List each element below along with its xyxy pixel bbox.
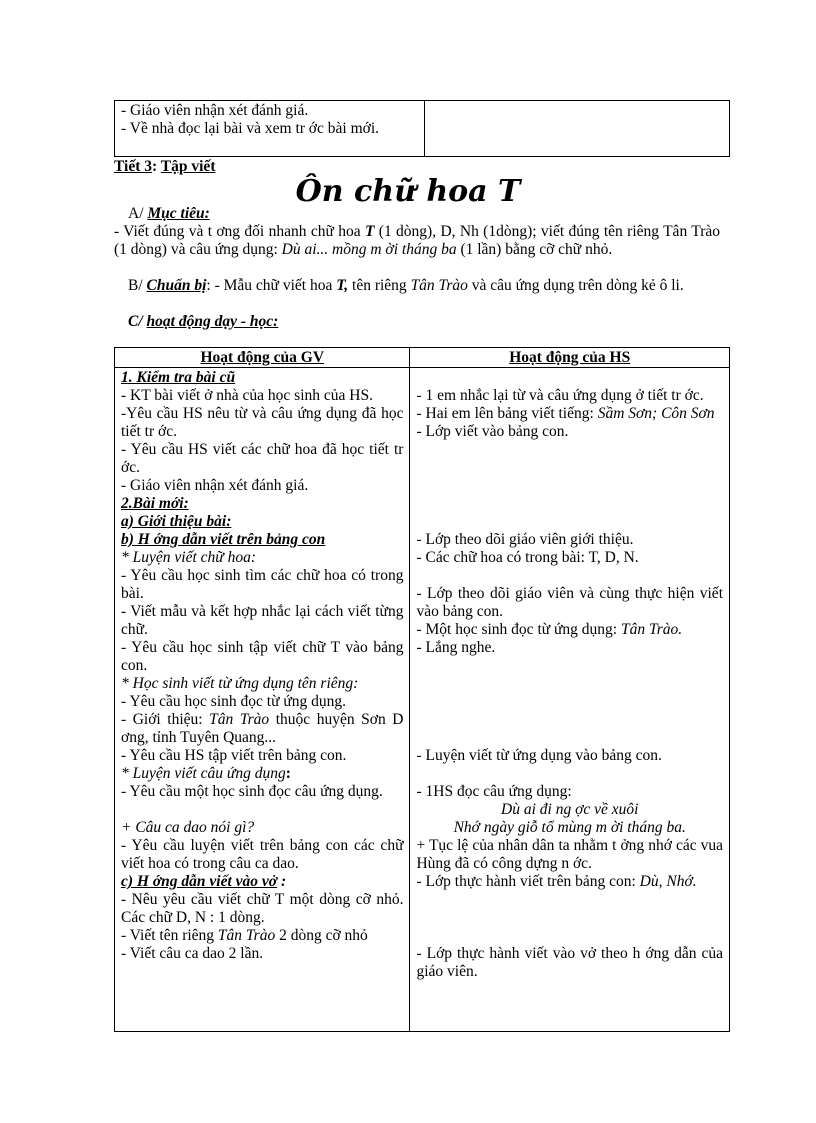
section-name: Tập viết bbox=[160, 158, 216, 175]
gv-line: - Nêu yêu cầu viết chữ T một dòng cỡ nhỏ. Các chữ D, N : 1 dòng. bbox=[121, 891, 404, 926]
hs-spacer bbox=[416, 369, 723, 387]
hs-line: - Lớp theo dõi giáo viên và cùng thực hiện viết vào bảng con. bbox=[416, 585, 723, 620]
hs-spacer bbox=[416, 711, 723, 729]
objectives-heading bbox=[128, 205, 210, 223]
top-table-right-cell bbox=[424, 101, 729, 157]
activities-table bbox=[114, 347, 730, 1032]
top-left-line-2: - Về nhà đọc lại bài và xem tr ớc bài mới. bbox=[121, 120, 379, 137]
prep-text-b: tên riêng bbox=[348, 277, 411, 294]
section-label: Tiết 3 bbox=[114, 158, 153, 175]
hs-spacer bbox=[416, 657, 723, 675]
hs-column bbox=[410, 368, 730, 1032]
activities-prefix: C/ bbox=[128, 313, 147, 330]
gv-line: - Yêu cầu học sinh tìm các chữ hoa có trong bài. bbox=[121, 567, 404, 602]
hs-line: - 1HS đọc câu ứng dụng: bbox=[416, 783, 572, 800]
gv-line: - Giới thiệu: Tân Trào thuộc huyện Sơn D ơng, tỉnh Tuyên Quang... bbox=[121, 711, 404, 746]
hs-spacer bbox=[416, 477, 723, 495]
gv-column bbox=[115, 368, 410, 1032]
top-left-line-1: - Giáo viên nhận xét đánh giá. bbox=[121, 102, 309, 119]
prep-paragraph bbox=[114, 277, 720, 295]
gv-section-2: 2.Bài mới: bbox=[121, 495, 189, 512]
gv-section-2b: b) H ớng dẫn viết trên bảng con bbox=[121, 531, 326, 548]
hs-verse-2: Nhớ ngày giỗ tổ mùng m ời tháng ba. bbox=[453, 819, 686, 836]
section-sep: : bbox=[152, 158, 161, 175]
hs-spacer bbox=[416, 567, 723, 585]
objectives-paragraph bbox=[114, 223, 720, 259]
top-table bbox=[114, 100, 730, 157]
gv-line: - Yêu cầu luyện viết trên bảng con các chữ viết hoa có trong câu ca dao. bbox=[121, 837, 404, 872]
hs-line: - Lớp thực hành viết trên bảng con: Dù, Nhớ. bbox=[416, 873, 697, 890]
objectives-label: Mục tiêu: bbox=[147, 205, 210, 222]
gv-subheading-1: * Luyện viết chữ hoa: bbox=[121, 549, 256, 566]
hs-line: - Hai em lên bảng viết tiếng: Sầm Sơn; Côn Sơn bbox=[416, 405, 715, 422]
hs-spacer bbox=[416, 909, 723, 927]
prep-name: Tân Trào bbox=[410, 277, 468, 294]
prep-letter-t: T, bbox=[336, 277, 349, 294]
hs-line: - Các chữ hoa có trong bài: T, D, N. bbox=[416, 549, 639, 566]
gv-subheading-2: * Học sinh viết từ ứng dụng tên riêng: bbox=[121, 675, 359, 692]
gv-section-1: 1. Kiểm tra bài cũ bbox=[121, 369, 236, 386]
gv-section-2c: c) H ớng dẫn viết vào vở : bbox=[121, 873, 287, 890]
gv-question: + Câu ca dao nói gì? bbox=[121, 819, 255, 836]
hs-line: - Lớp thực hành viết vào vở theo h ớng dẫn của giáo viên. bbox=[416, 945, 723, 980]
page-title: Ôn chữ hoa T bbox=[295, 174, 521, 209]
gv-line: - Yêu cầu HS viết các chữ hoa đã học tiết tr ớc. bbox=[121, 441, 404, 476]
hs-spacer bbox=[416, 693, 723, 711]
hs-spacer bbox=[416, 459, 723, 477]
gv-line: - Giáo viên nhận xét đánh giá. bbox=[121, 477, 309, 494]
gv-line: - Yêu cầu học sinh đọc từ ứng dụng. bbox=[121, 693, 346, 710]
hs-spacer bbox=[416, 729, 723, 747]
hs-line: - 1 em nhắc lại từ và câu ứng dụng ở tiết tr ớc. bbox=[416, 387, 704, 404]
hs-line: - Một học sinh đọc từ ứng dụng: Tân Trào. bbox=[416, 621, 683, 638]
gv-subheading-3: * Luyện viết câu ứng dụng: bbox=[121, 765, 291, 782]
hs-spacer bbox=[416, 513, 723, 531]
gv-line: - KT bài viết ở nhà của học sinh của HS. bbox=[121, 387, 373, 404]
hs-spacer bbox=[416, 927, 723, 945]
prep-label: Chuẩn bị bbox=[146, 277, 207, 294]
hs-line: + Tục lệ của nhân dân ta nhằm t ởng nhớ các vua Hùng đã có công dựng n ớc. bbox=[416, 837, 723, 872]
hs-spacer bbox=[416, 675, 723, 693]
hs-line: - Lắng nghe. bbox=[416, 639, 496, 656]
header-hs: Hoạt động của HS bbox=[410, 348, 730, 368]
hs-spacer bbox=[416, 441, 723, 459]
header-gv: Hoạt động của GV bbox=[115, 348, 410, 368]
gv-line: -Yêu cầu HS nêu từ và câu ứng dụng đã học tiết tr ớc. bbox=[121, 405, 404, 440]
hs-verse-1: Dù ai đi ng ợc về xuôi bbox=[501, 801, 639, 818]
activities-heading bbox=[128, 313, 278, 331]
gv-section-2a: a) Giới thiệu bài: bbox=[121, 513, 232, 530]
top-table-left-cell bbox=[115, 101, 425, 157]
prep-prefix: B/ bbox=[128, 277, 147, 294]
objectives-prefix: A/ bbox=[128, 205, 148, 222]
hs-spacer bbox=[416, 765, 723, 783]
hs-line: - Lớp theo dõi giáo viên giới thiệu. bbox=[416, 531, 634, 548]
hs-line: - Luyện viết từ ứng dụng vào bảng con. bbox=[416, 747, 662, 764]
objectives-text-a: - Viết đúng và t ơng đối nhanh chữ hoa bbox=[114, 223, 365, 240]
table-header-row bbox=[115, 348, 730, 368]
hs-spacer bbox=[416, 495, 723, 513]
gv-line: - Yêu cầu HS tập viết trên bảng con. bbox=[121, 747, 347, 764]
objectives-letter-t: T bbox=[364, 223, 375, 240]
gv-line: - Viết tên riêng Tân Trào 2 dòng cỡ nhỏ bbox=[121, 927, 368, 944]
prep-text-a: : - Mẫu chữ viết hoa bbox=[206, 277, 337, 294]
objectives-example: Dù ai... mồng m ời tháng ba bbox=[281, 241, 457, 258]
hs-line: - Lớp viết vào bảng con. bbox=[416, 423, 569, 440]
objectives-text-d: (1 lần) bằng cỡ chữ nhỏ. bbox=[456, 241, 613, 258]
gv-line: - Viết câu ca dao 2 lần. bbox=[121, 945, 264, 962]
table-body-row bbox=[115, 368, 730, 1032]
gv-line: - Yêu cầu học sinh tập viết chữ T vào bảng con. bbox=[121, 639, 404, 674]
prep-text-d: và câu ứng dụng trên dòng kẻ ô li. bbox=[467, 277, 684, 294]
activities-label: hoạt động dạy - học: bbox=[146, 313, 279, 330]
gv-spacer bbox=[121, 801, 403, 819]
gv-line: - Yêu cầu một học sinh đọc câu ứng dụng. bbox=[121, 783, 383, 800]
gv-line: - Viết mẫu và kết hợp nhắc lại cách viết từng chữ. bbox=[121, 603, 404, 638]
objectives-text-b: (1 dòng), D, Nh (1dòng); viết đúng tên riêng Tân Trào (1 dòng) và câu ứng dụng: bbox=[114, 223, 720, 258]
hs-spacer bbox=[416, 891, 723, 909]
